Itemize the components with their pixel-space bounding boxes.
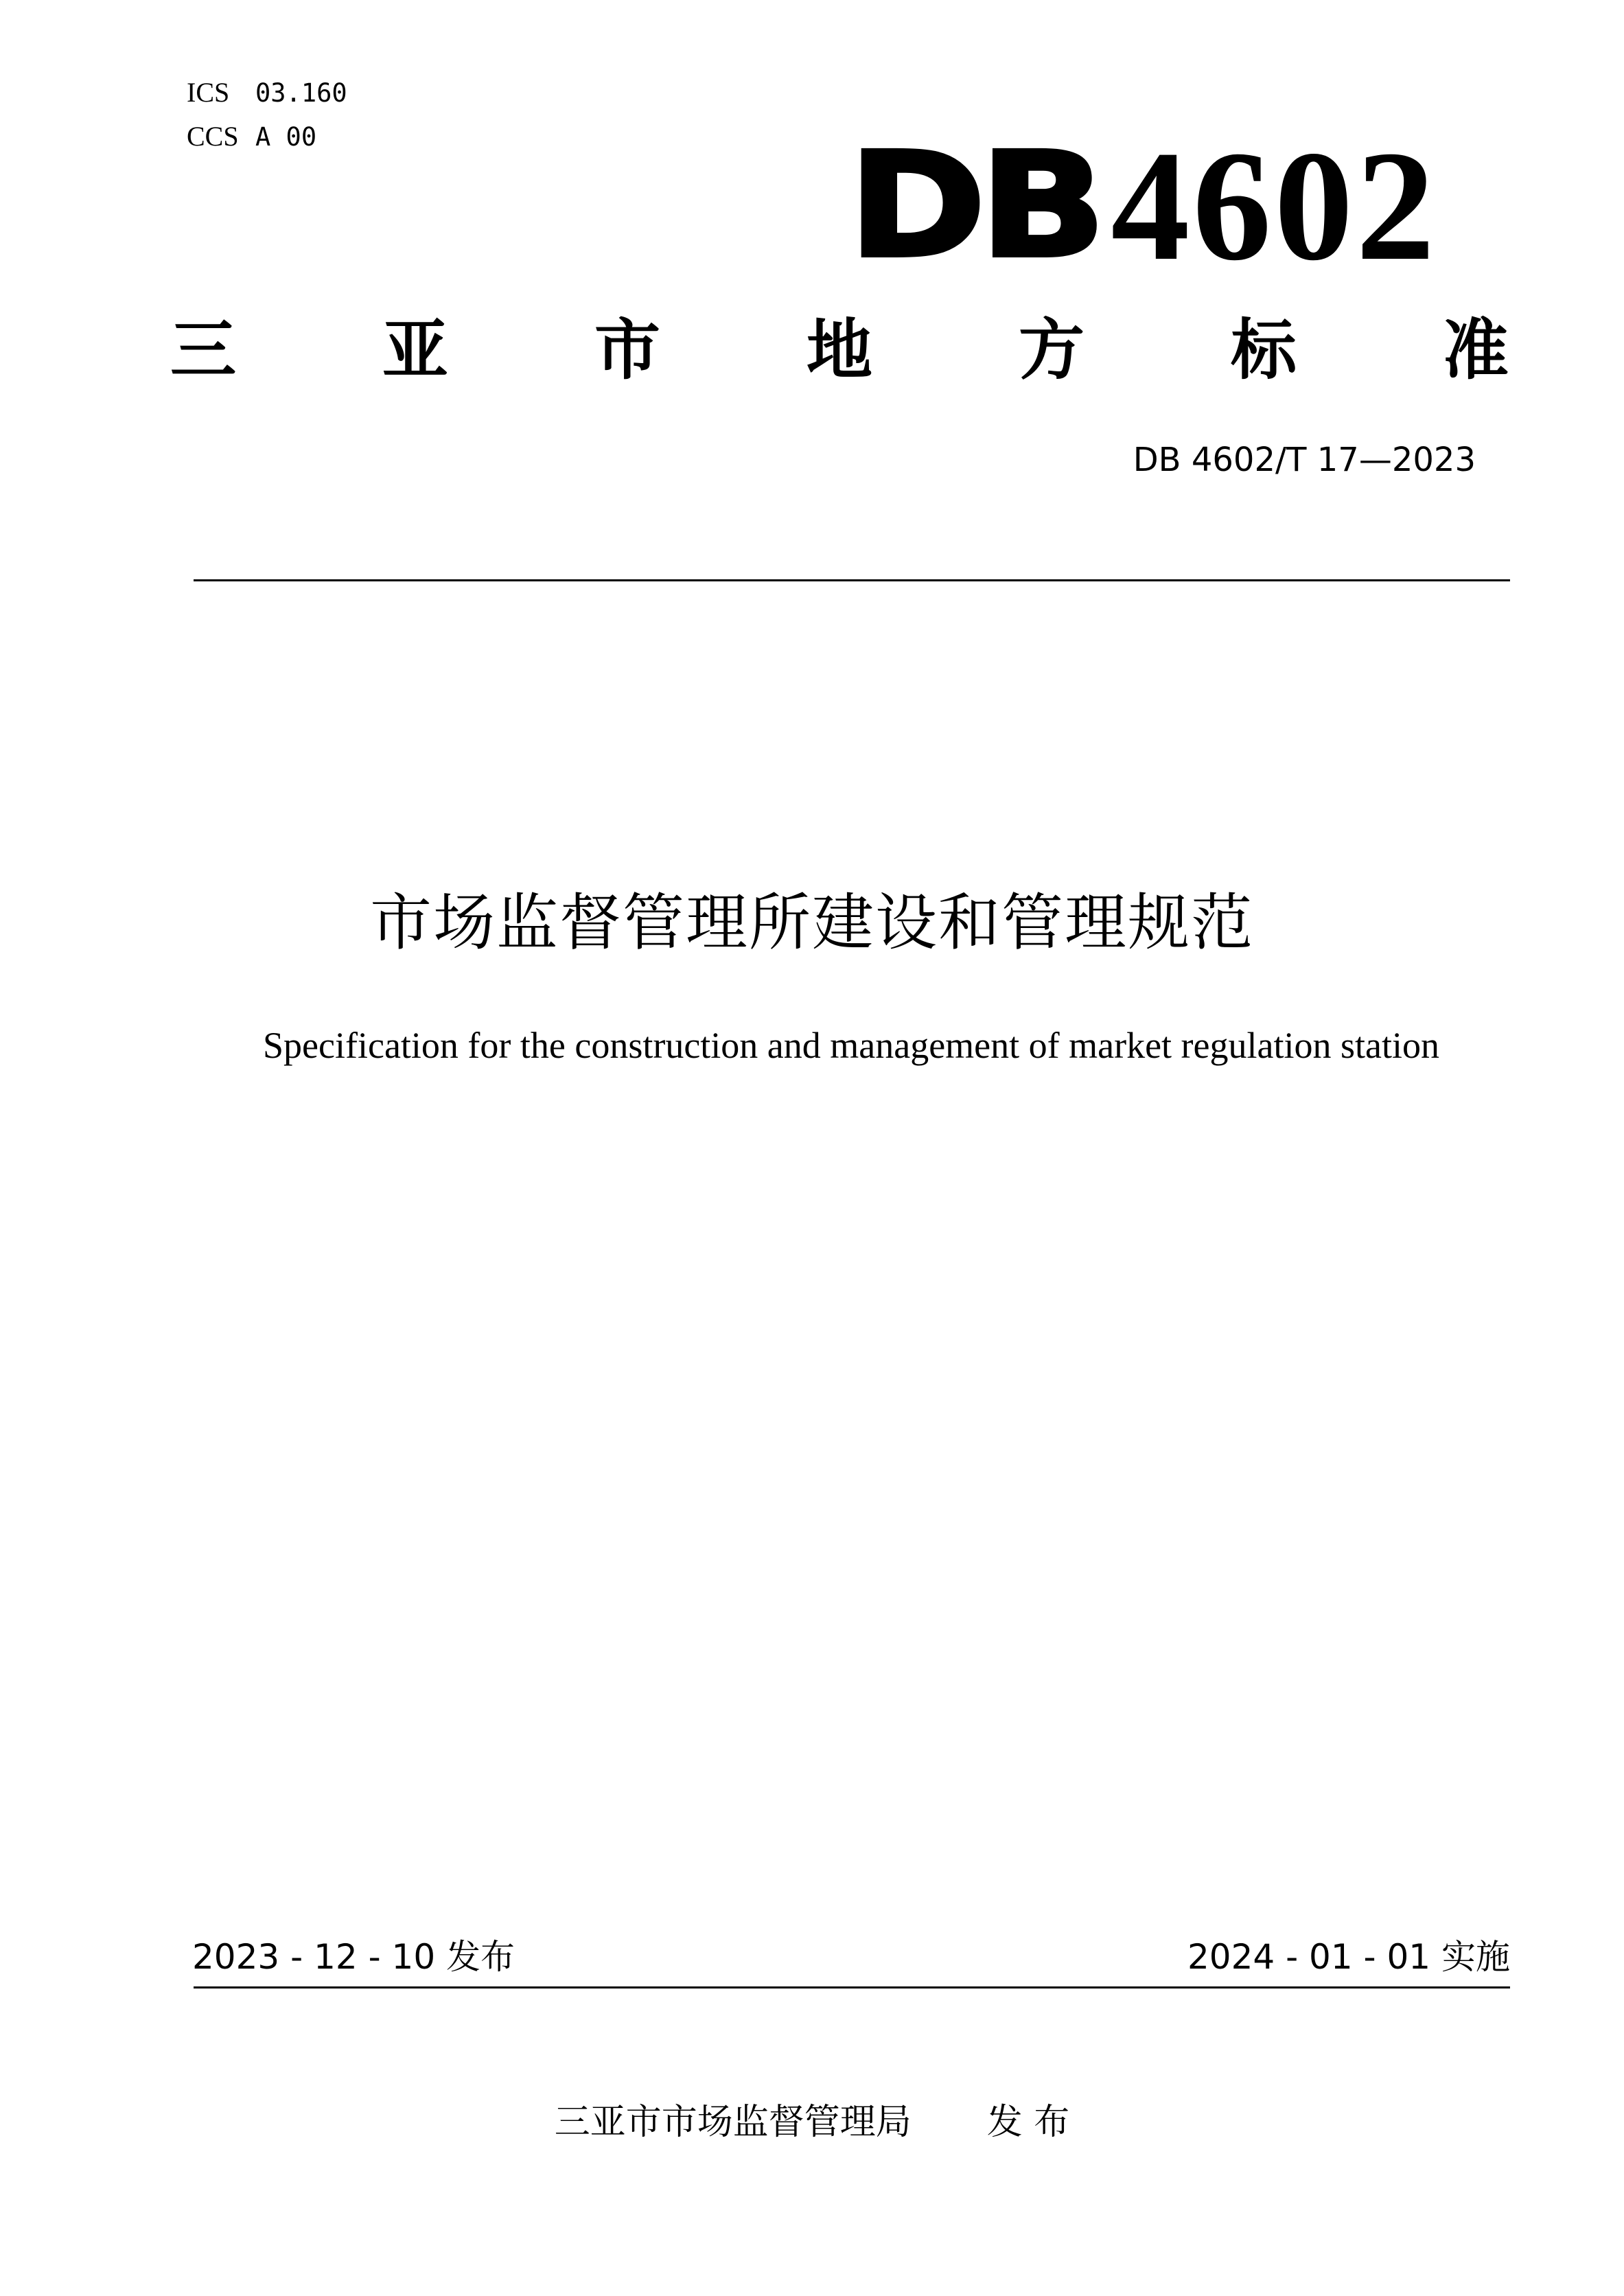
document-title-english: Specification for the construction and management of market regulation station	[263, 1025, 1439, 1066]
standard-mark	[848, 118, 1438, 293]
ccs-code: A 00	[255, 122, 317, 152]
document-title-chinese: 市场监督管理所建设和管理规范	[370, 887, 1254, 959]
standard-mark-prefix: DB	[848, 121, 1100, 290]
standard-number: DB 4602/T 17—2023	[1133, 441, 1476, 479]
standard-type-heading	[170, 309, 1509, 391]
heading-char: 地	[807, 312, 872, 389]
publisher-action: 发 布	[986, 2102, 1070, 2143]
heading-char: 标	[1231, 312, 1297, 389]
implementation-date: 2024 - 01 - 01 实施	[1187, 1937, 1510, 1977]
heading-char: 市	[594, 312, 660, 389]
ccs-label: CCS	[187, 121, 239, 152]
standard-mark-code: 4602	[1111, 118, 1438, 293]
publisher-name: 三亚市市场监督管理局	[554, 2102, 912, 2143]
publisher-line	[0, 2100, 1624, 2144]
issue-date: 2023 - 12 - 10 发布	[192, 1937, 515, 1977]
ics-label: ICS	[187, 77, 230, 108]
heading-char: 三	[170, 312, 236, 389]
ics-code: 03.160	[255, 78, 347, 108]
heading-char: 亚	[382, 312, 448, 389]
bottom-divider	[194, 1986, 1510, 1988]
heading-char: 准	[1443, 312, 1509, 389]
ccs-classification	[187, 121, 316, 153]
heading-char: 方	[1019, 312, 1084, 389]
top-divider	[194, 579, 1510, 581]
ics-classification	[187, 77, 347, 109]
